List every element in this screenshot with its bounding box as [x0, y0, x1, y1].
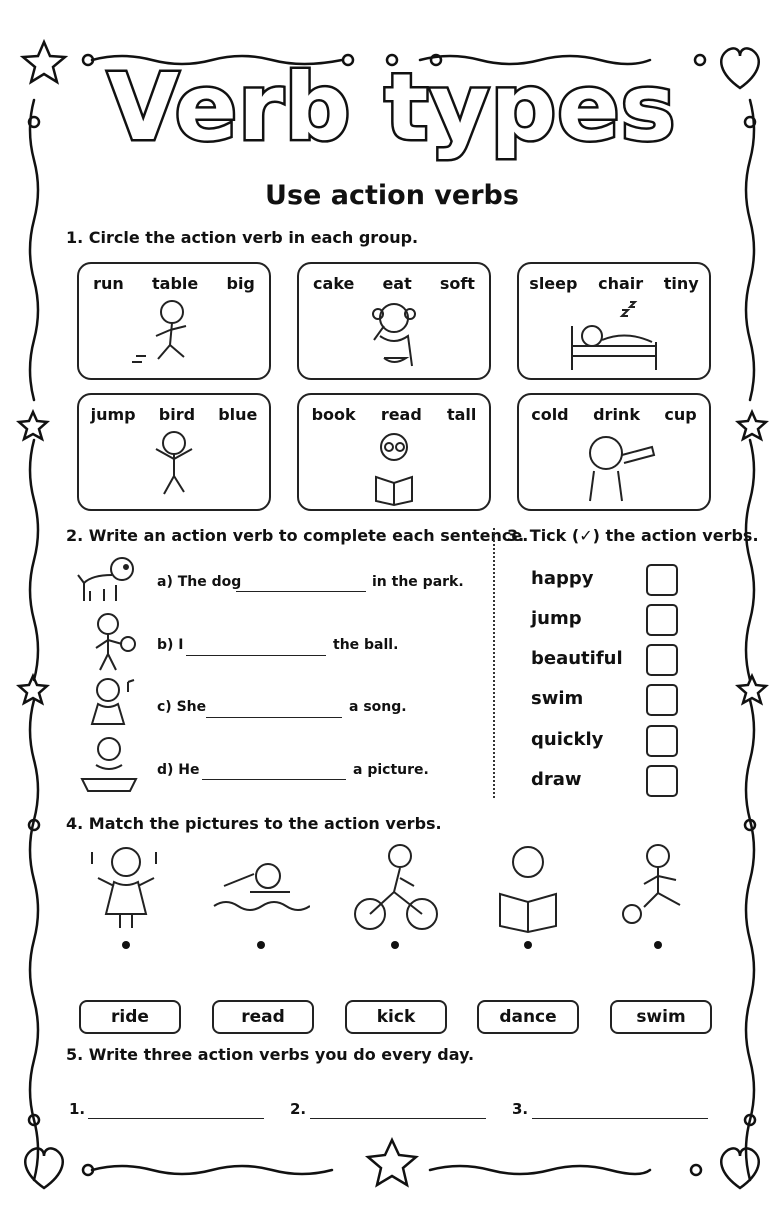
match-dot[interactable] [122, 941, 130, 949]
sentence-end: in the park. [372, 574, 464, 590]
q4-heading: 4. Match the pictures to the action verbs. [66, 814, 442, 833]
match-verb-box[interactable]: dance [477, 1000, 579, 1034]
match-verb-box[interactable]: read [212, 1000, 314, 1034]
match-dot[interactable] [257, 941, 265, 949]
answer-number: 2. [290, 1100, 307, 1118]
word-option[interactable]: cup [664, 405, 697, 424]
singing-girl-icon [84, 676, 140, 732]
tick-checkbox[interactable] [646, 765, 678, 797]
word-option[interactable]: chair [598, 274, 644, 293]
word-option[interactable]: tiny [663, 274, 699, 293]
boy-with-ball-icon [84, 612, 140, 674]
tick-word: jump [531, 608, 582, 629]
kicking-boy-icon [612, 842, 696, 932]
drinking-boy-icon [564, 427, 664, 507]
sentence-start: c) She [157, 699, 207, 715]
match-verb-box[interactable]: ride [79, 1000, 181, 1034]
q3-heading: 3. Tick (✓) the action verbs. [507, 526, 759, 545]
tick-checkbox[interactable] [646, 644, 678, 676]
answer-line[interactable] [88, 1118, 264, 1119]
answer-number: 3. [512, 1100, 529, 1118]
q5-heading: 5. Write three action verbs you do every day. [66, 1045, 475, 1064]
sentence-end: a picture. [353, 762, 429, 778]
tick-word: quickly [531, 729, 604, 750]
word-option[interactable]: cold [531, 405, 569, 424]
word-option[interactable]: book [311, 405, 356, 424]
verb-group-card [517, 262, 711, 380]
reading-girl-icon [494, 842, 562, 934]
tick-checkbox[interactable] [646, 725, 678, 757]
sentence-start: d) He [157, 762, 200, 778]
match-dot[interactable] [524, 941, 532, 949]
answer-line[interactable] [532, 1118, 708, 1119]
running-boy-icon [124, 296, 224, 376]
match-dot[interactable] [654, 941, 662, 949]
verb-group-card [77, 393, 271, 511]
q1-heading: 1. Circle the action verb in each group. [66, 228, 419, 247]
cycling-boy-icon [352, 842, 440, 934]
answer-blank[interactable] [206, 717, 342, 718]
q2-heading: 2. Write an action verb to complete each sentence. [66, 526, 529, 545]
verb-group-card [297, 262, 491, 380]
page-title: Verb types [107, 54, 677, 161]
sentence-end: the ball. [333, 637, 399, 653]
word-option[interactable]: tall [446, 405, 477, 424]
word-option[interactable]: bird [158, 405, 196, 424]
word-option[interactable]: cake [313, 274, 355, 293]
tick-word: draw [531, 769, 582, 790]
sentence-start: a) The dog [157, 574, 242, 590]
answer-blank[interactable] [186, 655, 326, 656]
word-option[interactable]: sleep [529, 274, 578, 293]
word-option[interactable]: run [93, 274, 124, 293]
word-option[interactable]: read [380, 405, 422, 424]
sentence-start: b) I [157, 637, 184, 653]
tick-word: beautiful [531, 648, 623, 669]
tick-checkbox[interactable] [646, 604, 678, 636]
tick-word: swim [531, 688, 584, 709]
jumping-boy-icon [124, 427, 224, 507]
reading-girl-icon [344, 427, 444, 507]
word-option[interactable]: jump [90, 405, 136, 424]
answer-blank[interactable] [202, 779, 346, 780]
word-option[interactable]: eat [382, 274, 412, 293]
eating-girl-icon [344, 296, 444, 376]
answer-blank[interactable] [236, 591, 366, 592]
tick-checkbox[interactable] [646, 564, 678, 596]
word-option[interactable]: table [152, 274, 199, 293]
match-verb-box[interactable]: kick [345, 1000, 447, 1034]
word-option[interactable]: blue [218, 405, 258, 424]
dancing-girl-icon [84, 842, 168, 932]
match-dot[interactable] [391, 941, 399, 949]
page-subtitle: Use action verbs [265, 180, 519, 211]
verb-group-card [517, 393, 711, 511]
sentence-end: a song. [349, 699, 407, 715]
drawing-boy-icon [76, 735, 142, 795]
word-option[interactable]: soft [439, 274, 475, 293]
tick-checkbox[interactable] [646, 684, 678, 716]
word-option[interactable]: big [226, 274, 255, 293]
match-verb-box[interactable]: swim [610, 1000, 712, 1034]
section-divider [493, 528, 495, 798]
sleeping-child-icon [564, 296, 664, 376]
word-option[interactable]: drink [593, 405, 640, 424]
verb-group-card [297, 393, 491, 511]
swimming-boy-icon [210, 852, 310, 922]
verb-group-card [77, 262, 271, 380]
dog-icon [76, 555, 142, 607]
answer-number: 1. [69, 1100, 86, 1118]
answer-line[interactable] [310, 1118, 486, 1119]
tick-word: happy [531, 568, 594, 589]
